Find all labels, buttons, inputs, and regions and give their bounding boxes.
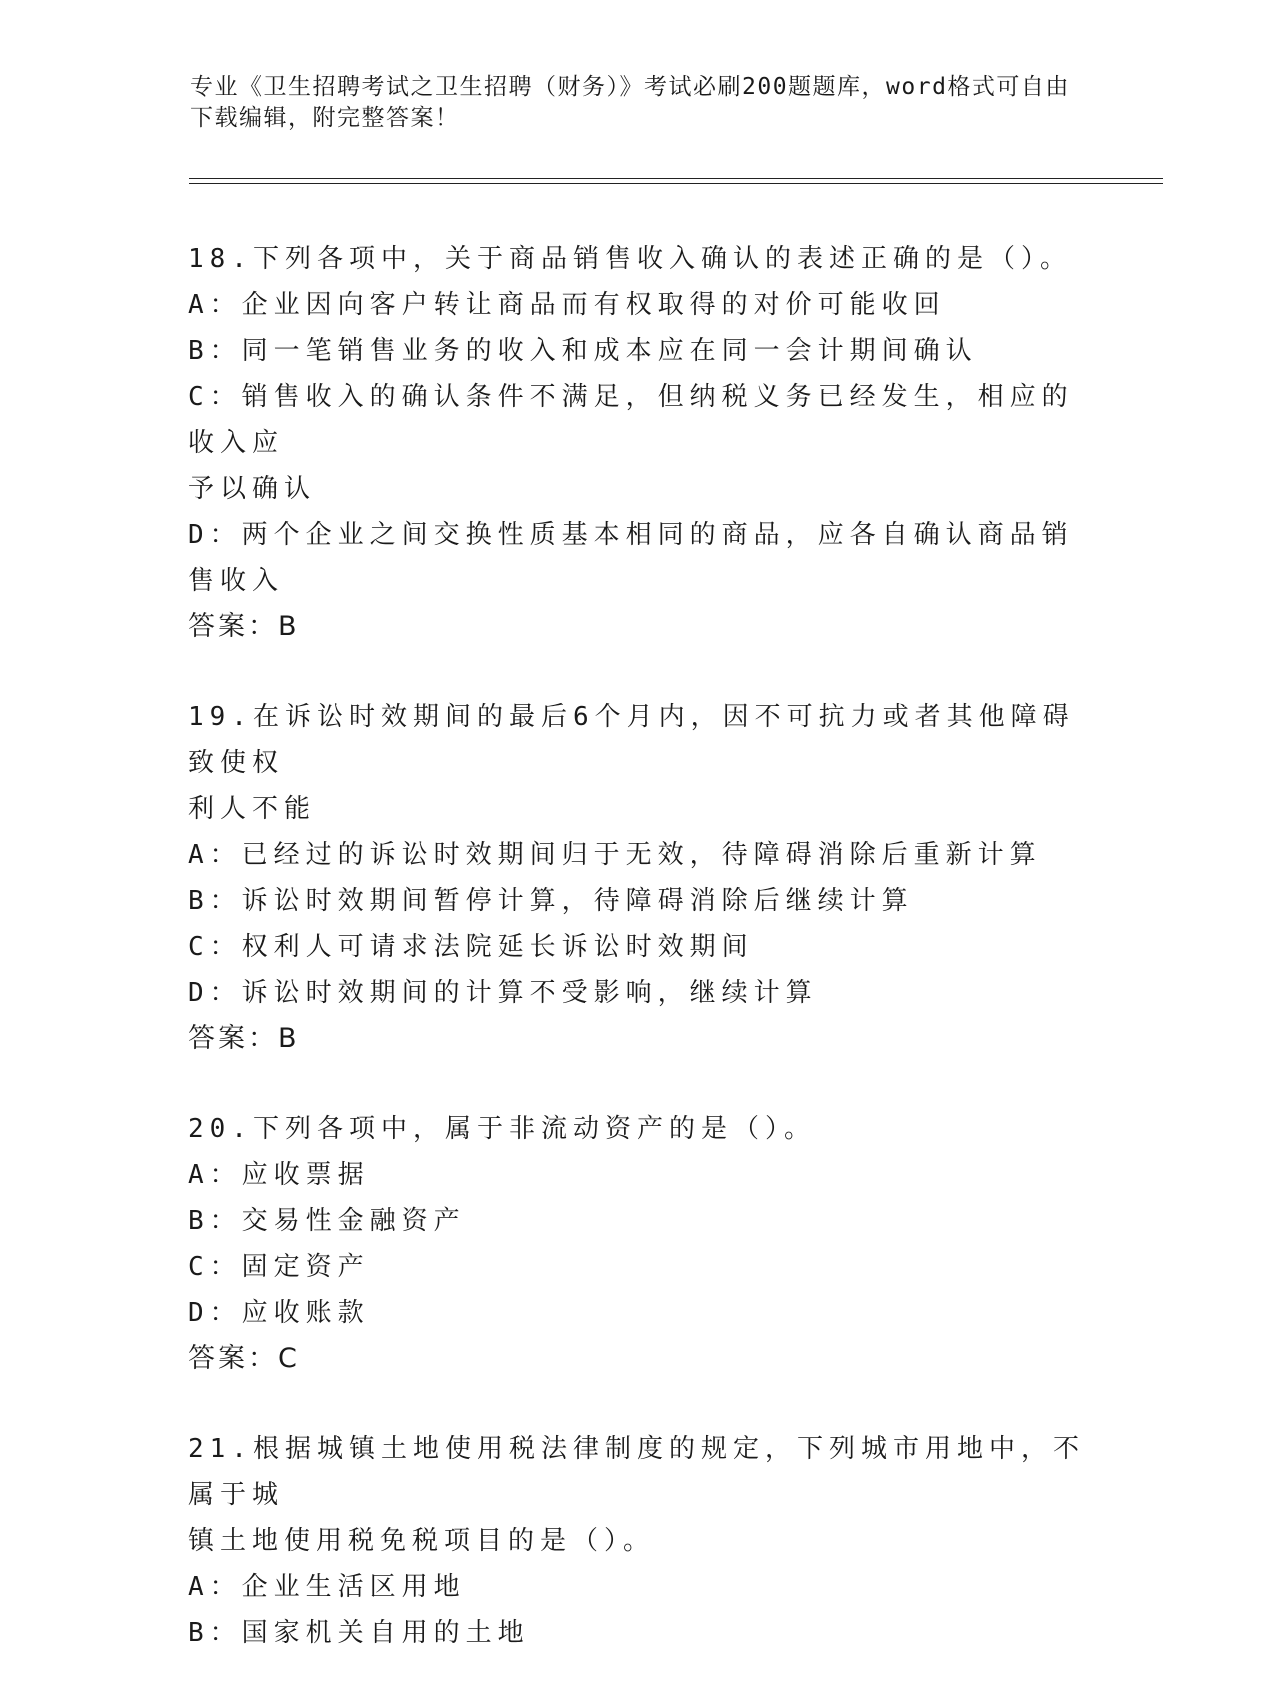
option-line: A：应收票据 (188, 1160, 370, 1190)
option-line: D：两个企业之间交换性质基本相同的商品，应各自确认商品销售收入 (188, 520, 1074, 596)
document-header: 专业《卫生招聘考试之卫生招聘（财务）》考试必刷200题题库，word格式可自由下载编辑，附完整答案！ (190, 74, 1070, 131)
option-line: B：诉讼时效期间暂停计算，待障碍消除后继续计算 (188, 886, 914, 916)
option-line: B：国家机关自用的土地 (188, 1618, 530, 1648)
option-line: C：固定资产 (188, 1252, 370, 1282)
question-stem-line: 18.下列各项中，关于商品销售收入确认的表述正确的是（）。 (188, 244, 1072, 274)
option-line: C：销售收入的确认条件不满足，但纳税义务已经发生，相应的收入应 (188, 382, 1074, 458)
answer-text: 答案：B (188, 611, 300, 642)
question-block (188, 694, 1088, 1062)
option-line: A：已经过的诉讼时效期间归于无效，待障碍消除后重新计算 (188, 840, 1042, 870)
header-divider-bottom (189, 183, 1163, 184)
question-list (188, 236, 1088, 1700)
question-stem-line: 19.在诉讼时效期间的最后6个月内，因不可抗力或者其他障碍致使权 (188, 702, 1075, 778)
answer-text: 答案：C (188, 1343, 300, 1374)
question-stem-line: 20.下列各项中，属于非流动资产的是（）。 (188, 1114, 816, 1144)
option-line: D：应收账款 (188, 1298, 370, 1328)
option-line: B：交易性金融资产 (188, 1206, 466, 1236)
question-stem-line: 利人不能 (188, 794, 317, 824)
question-block (188, 1426, 1088, 1656)
question-stem-line: 镇土地使用税免税项目的是（）。 (188, 1526, 656, 1556)
header-divider-top (189, 178, 1163, 179)
option-line: A：企业生活区用地 (188, 1572, 466, 1602)
option-line: B：同一笔销售业务的收入和成本应在同一会计期间确认 (188, 336, 978, 366)
question-block (188, 1106, 1088, 1382)
question-block (188, 236, 1088, 650)
option-line: D：诉讼时效期间的计算不受影响，继续计算 (188, 978, 818, 1008)
option-line: 予以确认 (188, 474, 317, 504)
question-stem-line: 21.根据城镇土地使用税法律制度的规定，下列城市用地中，不属于城 (188, 1434, 1085, 1510)
option-line: C：权利人可请求法院延长诉讼时效期间 (188, 932, 754, 962)
answer-text: 答案：B (188, 1023, 300, 1054)
option-line: A：企业因向客户转让商品而有权取得的对价可能收回 (188, 290, 946, 320)
